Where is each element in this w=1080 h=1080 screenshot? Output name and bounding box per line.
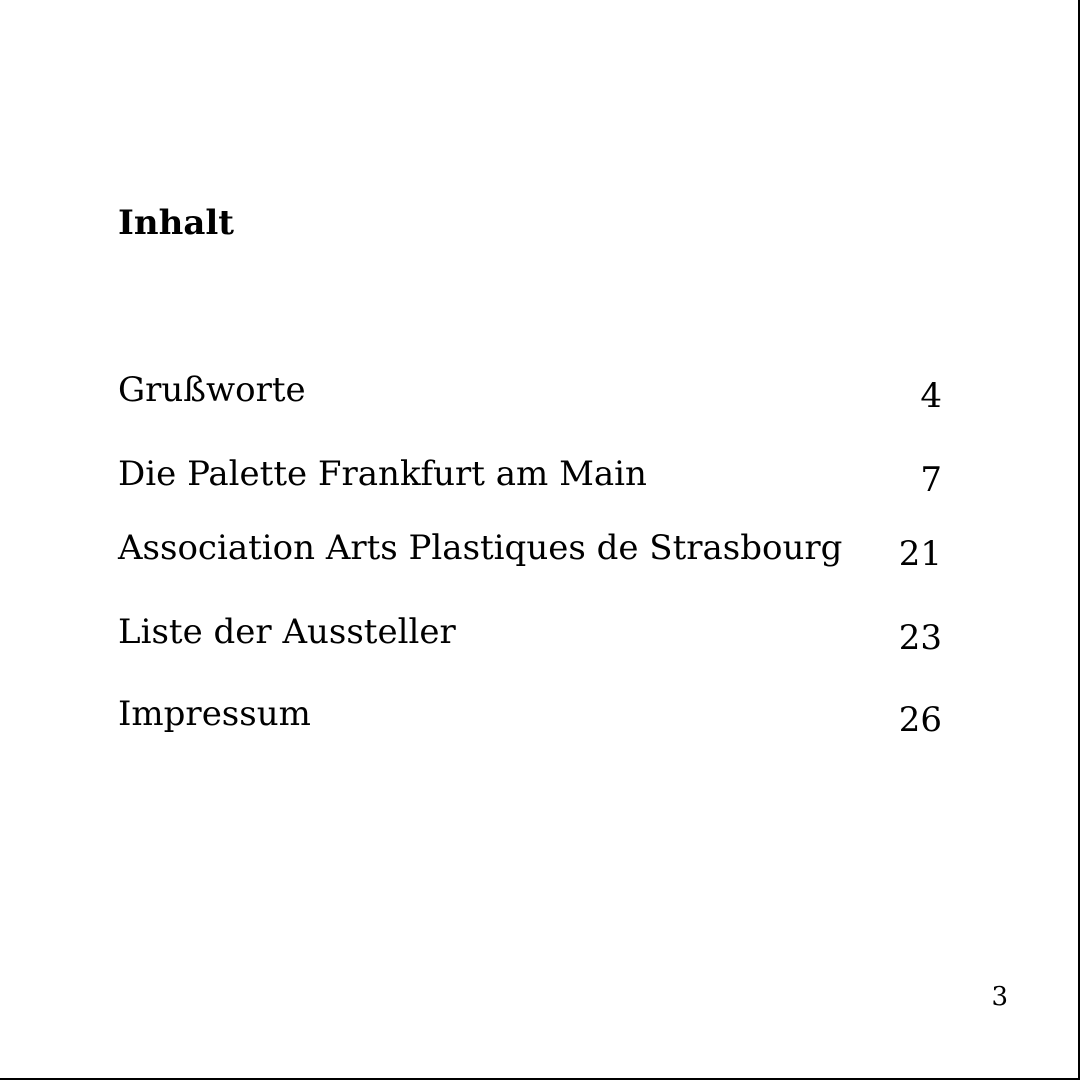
toc-entry-page: 23 — [898, 618, 942, 658]
toc-entry-title: Grußworte — [118, 370, 306, 410]
toc-entry — [118, 692, 942, 740]
toc-entry — [118, 526, 942, 574]
page-number: 3 — [991, 982, 1008, 1012]
toc-entry-title: Die Palette Frankfurt am Main — [118, 454, 647, 494]
toc-heading: Inhalt — [118, 203, 234, 243]
toc-entry-page: 21 — [898, 534, 942, 574]
toc-entry-page: 7 — [920, 460, 942, 500]
toc-entry-title: Impressum — [118, 694, 311, 734]
toc-entry-page: 4 — [920, 376, 942, 416]
toc-entry — [118, 368, 942, 416]
toc-entry-title: Association Arts Plastiques de Strasbourg — [118, 528, 843, 568]
toc-entry-title: Liste der Aussteller — [118, 612, 456, 652]
toc-entry — [118, 610, 942, 658]
toc-entry-page: 26 — [898, 700, 942, 740]
toc-entry — [118, 452, 942, 500]
